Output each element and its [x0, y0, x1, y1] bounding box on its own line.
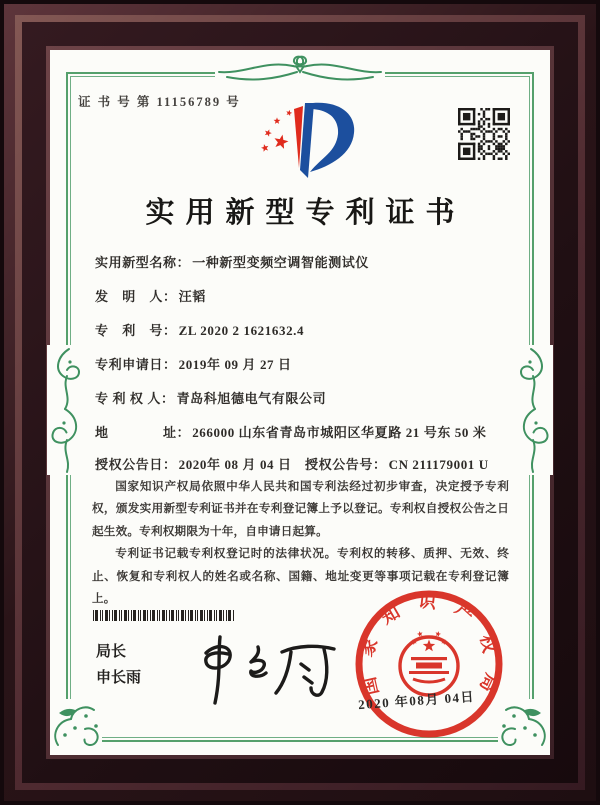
field-value: ZL 2020 2 1621632.4 — [178, 323, 305, 338]
commissioner-title: 局长 — [96, 643, 127, 660]
field-row-grant — [95, 454, 489, 473]
certificate-number: 证 书 号 第 11156789 号 — [78, 95, 241, 109]
field-row-address — [95, 422, 486, 441]
cnipa-logo-icon — [251, 100, 363, 191]
field-label: 发 明 人： — [95, 289, 177, 304]
legal-paragraph-2: 专利证书记载专利权登记时的法律状况。专利权的转移、质押、无效、终止、恢复和专利权人的姓名或名称、国籍、地址变更等事项记载在专利登记簿上。 — [92, 547, 509, 605]
field-row-inventor — [95, 286, 206, 305]
field-row-filing-date — [95, 354, 292, 373]
certificate-paper — [50, 50, 550, 755]
grant-number: 授权公告号： CN 211179001 U — [305, 457, 489, 472]
field-value: 266000 山东省青岛市城阳区华夏路 21 号东 50 米 — [192, 425, 487, 440]
qr-code — [458, 108, 510, 165]
flourish-right-icon — [513, 345, 553, 475]
field-value: 汪韬 — [178, 289, 206, 304]
field-row-patentee — [95, 388, 326, 407]
field-label: 地 址： — [95, 425, 191, 440]
certificate-title: 实用新型专利证书 — [145, 197, 466, 229]
field-label: 实用新型名称： — [95, 255, 191, 270]
flourish-top-icon — [215, 53, 385, 89]
flourish-left-icon — [47, 345, 87, 475]
field-row-patent-no — [95, 320, 304, 339]
border-flourish-right — [513, 345, 553, 475]
field-label: 专 利 权 人： — [95, 391, 175, 406]
field-row-name — [95, 252, 369, 271]
field-value: 2019年 09 月 27 日 — [178, 357, 292, 372]
field-label: 专 利 号： — [95, 323, 177, 338]
border-flourish-left — [47, 345, 87, 475]
commissioner-name: 申长雨 — [96, 669, 142, 686]
field-value: 青岛科旭德电气有限公司 — [176, 391, 327, 406]
floral-left-icon — [50, 699, 102, 751]
border-floral-bottom-left — [50, 699, 102, 751]
seal-text: 国家知识产权局 — [354, 590, 504, 712]
field-label: 专利申请日： — [95, 357, 177, 372]
seal-date: 2020 年08月 04日 — [357, 688, 476, 713]
signature-shen-changyu — [178, 625, 348, 716]
official-seal — [349, 584, 509, 749]
border-flourish-top — [215, 53, 385, 89]
grant-date: 授权公告日： 2020年 08 月 04 日 — [95, 457, 292, 472]
field-value: 一种新型变频空调智能测试仪 — [192, 255, 370, 270]
barcode — [93, 608, 237, 626]
national-emblem-icon — [400, 631, 458, 695]
legal-paragraph-1: 国家知识产权局依照中华人民共和国专利法经过初步审查，决定授予专利权，颁发实用新型专利证书并在专利登记簿上予以登记。专利权自授权公告之日起生效。专利权期限为十年，自申请日起算。 — [92, 480, 509, 538]
